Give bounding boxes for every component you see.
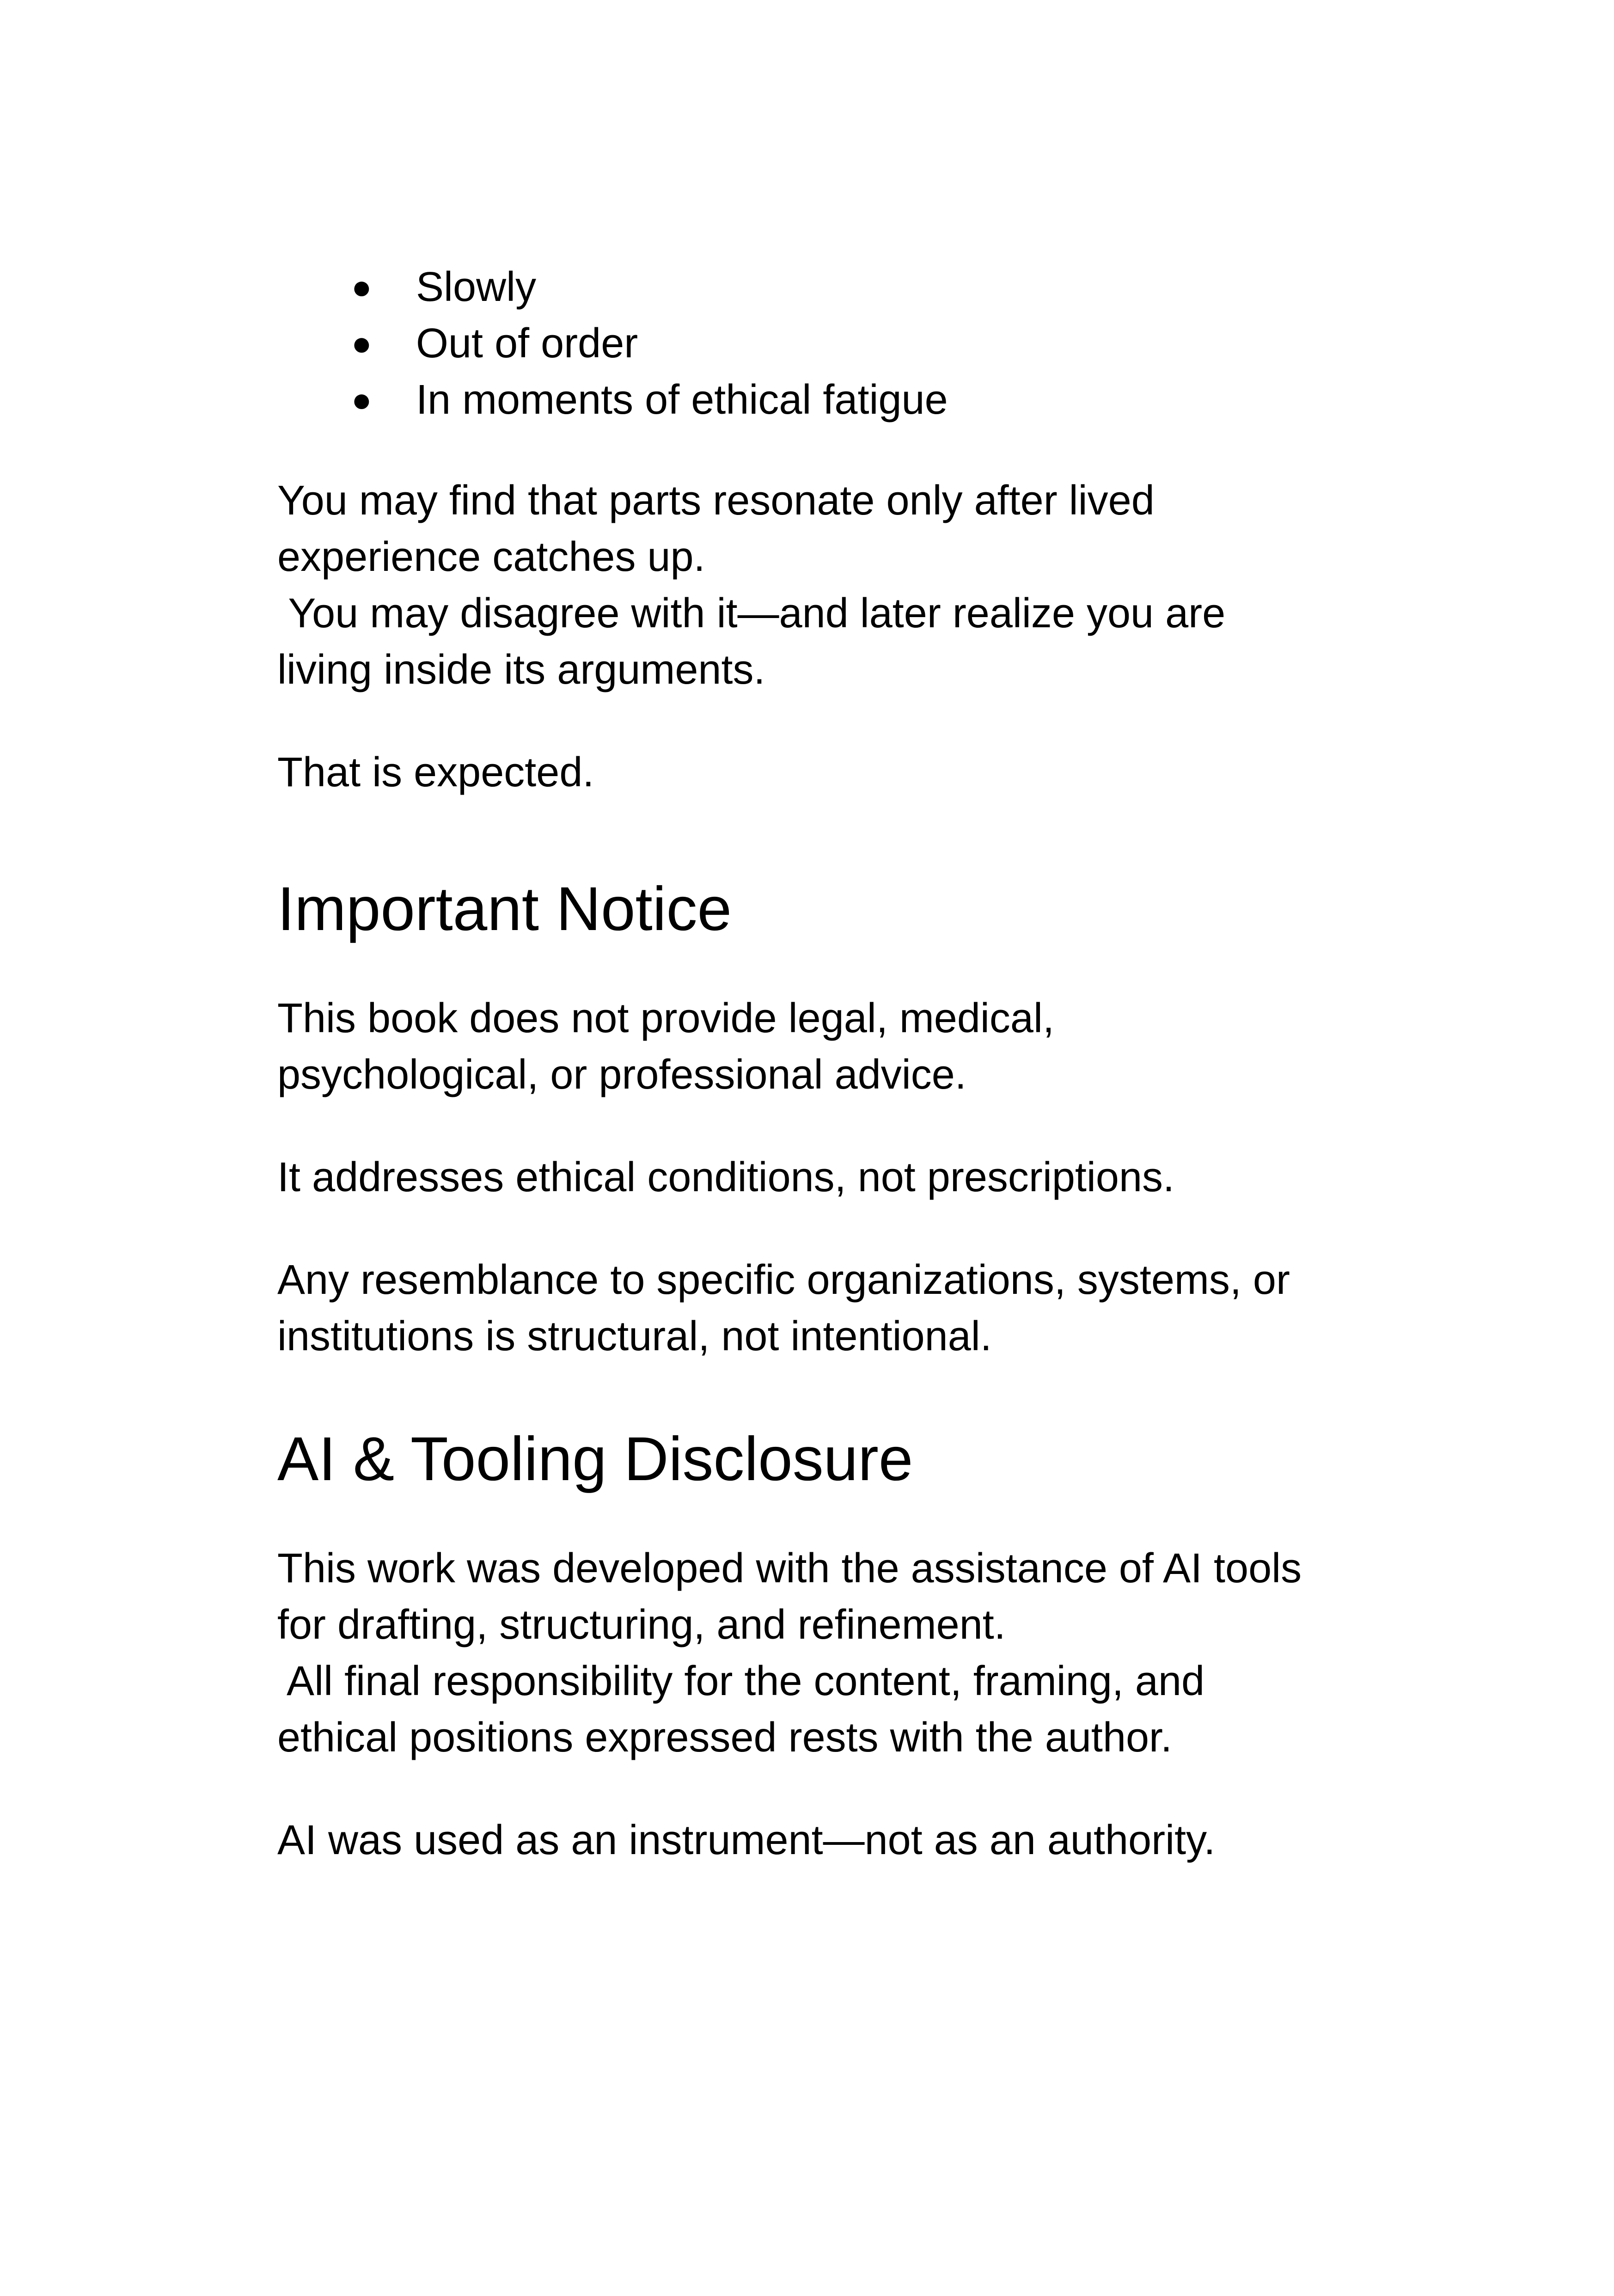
bullet-icon: ● — [351, 380, 372, 419]
reading-mode-list — [277, 259, 1396, 428]
paragraph-line: This work was developed with the assistance of AI tools — [277, 1545, 1302, 1592]
list-item-text: Slowly — [416, 264, 537, 310]
list-item — [277, 315, 1396, 372]
ai-disclosure-heading: AI & Tooling Disclosure — [277, 1425, 913, 1494]
paragraph-line: living inside its arguments. — [277, 647, 765, 693]
document-page — [277, 259, 1396, 1868]
ai-instrument-paragraph: AI was used as an instrument—not as an authority. — [277, 1817, 1216, 1863]
resemblance-paragraph — [277, 1252, 1396, 1365]
paragraph-line: This book does not provide legal, medical, — [277, 995, 1054, 1041]
advice-disclaimer-paragraph — [277, 990, 1396, 1103]
ethical-conditions-paragraph: It addresses ethical conditions, not prescriptions. — [277, 1154, 1175, 1200]
paragraph-line: You may disagree with it—and later realize you are — [277, 590, 1226, 637]
paragraph-line: All final responsibility for the content, framing, and — [277, 1658, 1205, 1704]
paragraph-line: experience catches up. — [277, 534, 705, 580]
paragraph-line: You may find that parts resonate only after lived — [277, 478, 1155, 524]
paragraph-line: psychological, or professional advice. — [277, 1052, 966, 1098]
list-item — [277, 259, 1396, 315]
paragraph-line: institutions is structural, not intentional. — [277, 1313, 992, 1359]
list-item-text: In moments of ethical fatigue — [416, 377, 948, 423]
resonance-paragraph — [277, 472, 1396, 698]
bullet-icon: ● — [351, 268, 372, 306]
ai-assistance-paragraph — [277, 1540, 1396, 1766]
paragraph-line: for drafting, structuring, and refinement. — [277, 1602, 1006, 1648]
list-item-text: Out of order — [416, 320, 638, 367]
important-notice-heading: Important Notice — [277, 875, 732, 943]
paragraph-line: ethical positions expressed rests with the author. — [277, 1714, 1173, 1761]
bullet-icon: ● — [351, 324, 372, 362]
list-item — [277, 372, 1396, 428]
paragraph-line: Any resemblance to specific organizations, systems, or — [277, 1257, 1290, 1303]
expected-paragraph: That is expected. — [277, 749, 594, 796]
